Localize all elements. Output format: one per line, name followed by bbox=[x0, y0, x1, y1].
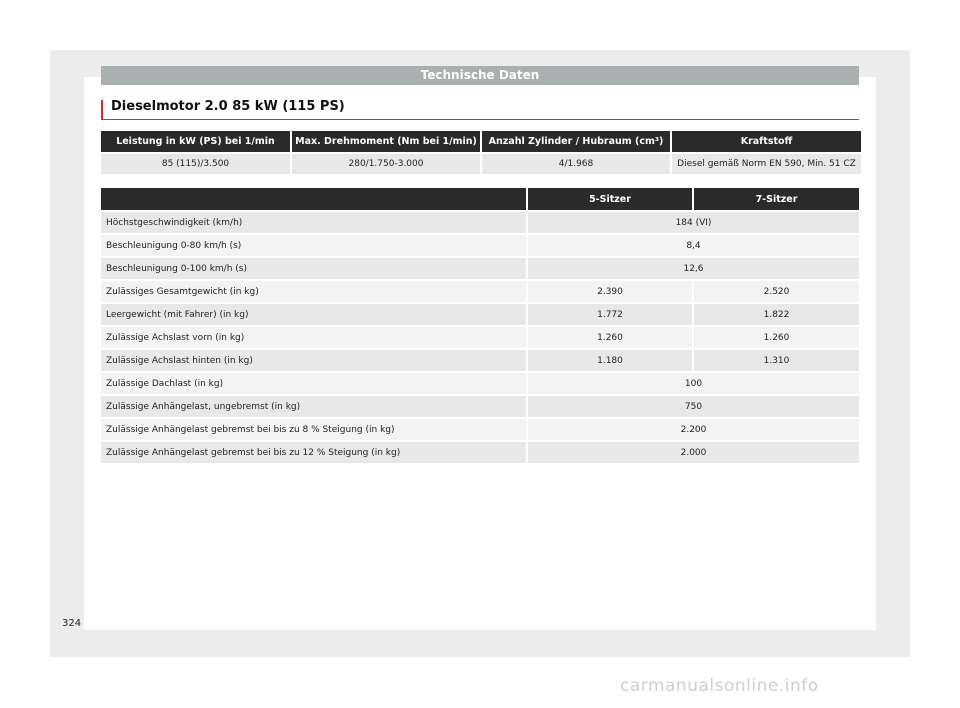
spec-value: 184 (VI) bbox=[528, 212, 859, 233]
spec-label: Zulässige Anhängelast, ungebremst (in kg) bbox=[101, 396, 526, 417]
table-row bbox=[101, 396, 859, 417]
engine-header-cell: Anzahl Zylinder / Hubraum (cm³) bbox=[482, 131, 670, 152]
engine-cell: 85 (115)/3.500 bbox=[101, 154, 290, 174]
spec-header-cell bbox=[101, 188, 526, 210]
spec-value: 1.260 bbox=[694, 327, 859, 348]
spec-value: 1.822 bbox=[694, 304, 859, 325]
spec-label: Zulässige Anhängelast gebremst bei bis zu 12 % Steigung (in kg) bbox=[101, 442, 526, 463]
table-row bbox=[101, 442, 859, 463]
engine-header-cell: Leistung in kW (PS) bei 1/min bbox=[101, 131, 290, 152]
table-row bbox=[101, 304, 859, 325]
page-number: 324 bbox=[62, 618, 82, 629]
spec-value: 1.772 bbox=[528, 304, 692, 325]
engine-cell: 4/1.968 bbox=[482, 154, 670, 174]
watermark: carmanualsonline.info bbox=[620, 676, 819, 696]
table-row bbox=[101, 419, 859, 440]
spec-label: Beschleunigung 0-100 km/h (s) bbox=[101, 258, 526, 279]
table-row bbox=[101, 327, 859, 348]
page-title: Dieselmotor 2.0 85 kW (115 PS) bbox=[111, 99, 345, 114]
spec-value: 1.260 bbox=[528, 327, 692, 348]
spec-label: Zulässige Achslast hinten (in kg) bbox=[101, 350, 526, 371]
engine-cell: 280/1.750-3.000 bbox=[292, 154, 480, 174]
spec-value: 2.520 bbox=[694, 281, 859, 302]
spec-label: Höchstgeschwindigkeit (km/h) bbox=[101, 212, 526, 233]
table-row bbox=[101, 350, 859, 371]
engine-header-cell: Max. Drehmoment (Nm bei 1/min) bbox=[292, 131, 480, 152]
spec-value: 8,4 bbox=[528, 235, 859, 256]
spec-value: 750 bbox=[528, 396, 859, 417]
spec-header-cell: 5-Sitzer bbox=[528, 188, 692, 210]
spec-value: 100 bbox=[528, 373, 859, 394]
spec-label: Leergewicht (mit Fahrer) (in kg) bbox=[101, 304, 526, 325]
spec-label: Zulässige Achslast vorn (in kg) bbox=[101, 327, 526, 348]
spec-value: 2.200 bbox=[528, 419, 859, 440]
spec-label: Zulässige Anhängelast gebremst bei bis zu 8 % Steigung (in kg) bbox=[101, 419, 526, 440]
spec-table bbox=[99, 186, 861, 465]
spec-value: 12,6 bbox=[528, 258, 859, 279]
spec-value: 1.310 bbox=[694, 350, 859, 371]
table-row bbox=[101, 281, 859, 302]
table-row bbox=[101, 212, 859, 233]
spec-header-cell: 7-Sitzer bbox=[694, 188, 859, 210]
engine-header-cell: Kraftstoff bbox=[672, 131, 861, 152]
title-rule bbox=[101, 100, 859, 120]
spec-value: 2.390 bbox=[528, 281, 692, 302]
spec-label: Zulässige Dachlast (in kg) bbox=[101, 373, 526, 394]
spec-value: 1.180 bbox=[528, 350, 692, 371]
table-row bbox=[101, 154, 861, 174]
spec-table-header bbox=[101, 188, 859, 210]
engine-table-header bbox=[101, 131, 861, 152]
spec-value: 2.000 bbox=[528, 442, 859, 463]
section-header: Technische Daten bbox=[101, 66, 859, 85]
table-row bbox=[101, 235, 859, 256]
table-row bbox=[101, 373, 859, 394]
table-row bbox=[101, 258, 859, 279]
spec-label: Beschleunigung 0-80 km/h (s) bbox=[101, 235, 526, 256]
spec-label: Zulässiges Gesamtgewicht (in kg) bbox=[101, 281, 526, 302]
engine-cell: Diesel gemäß Norm EN 590, Min. 51 CZ bbox=[672, 154, 861, 174]
engine-table bbox=[99, 129, 863, 176]
